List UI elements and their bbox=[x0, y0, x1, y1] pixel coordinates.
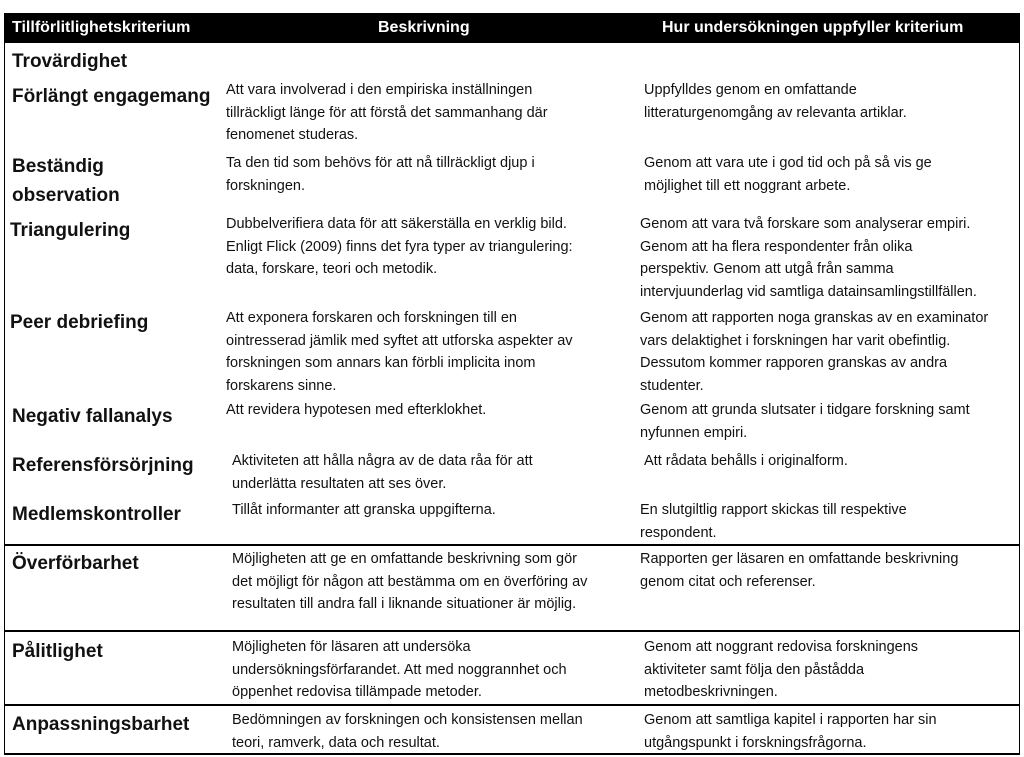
table-row-criterion: Beständig observation bbox=[12, 156, 120, 206]
table-row-description: Möjligheten att ge en omfattande beskrivning som gör det möjligt för någon att bestämma om en överföring av resultaten till andra fall i liknande situationer är möjlig. bbox=[232, 551, 588, 612]
table-row-description: Att vara involverad i den empiriska inställningen tillräckligt länge för att förstå det sammanhang där fenomenet studeras. bbox=[226, 82, 548, 143]
table-row-description: Ta den tid som behövs för att nå tillräckligt djup i forskningen. bbox=[226, 155, 535, 194]
table-row-criterion: Medlemskontroller bbox=[12, 504, 181, 525]
section-divider bbox=[4, 630, 1020, 632]
header-fulfillment: Hur undersökningen uppfyller kriterium bbox=[662, 19, 964, 36]
table-row-fulfillment: Genom att samtliga kapitel i rapporten har sin utgångspunkt i forskningsfrågorna. bbox=[644, 712, 937, 751]
section-divider bbox=[4, 704, 1020, 706]
table-row-fulfillment: Uppfylldes genom en omfattande litteraturgenomgång av relevanta artiklar. bbox=[644, 82, 907, 121]
header-description: Beskrivning bbox=[378, 19, 470, 36]
table-header bbox=[4, 13, 1020, 43]
table-row-fulfillment: Rapporten ger läsaren en omfattande beskrivning genom citat och referenser. bbox=[640, 551, 959, 590]
section-title: Trovärdighet bbox=[12, 51, 128, 72]
table-row-fulfillment: Genom att vara ute i god tid och på så vis ge möjlighet till ett noggrant arbete. bbox=[644, 155, 932, 194]
table-row-fulfillment: Genom att vara två forskare som analyserar empiri. Genom att ha flera respondenter från olika perspektiv. Genom att utgå från samma intervjuunderlag vid samtliga datainsamlingstillfällen. bbox=[640, 216, 977, 300]
table-row-fulfillment: Genom att rapporten noga granskas av en examinator vars delaktighet i forskningen har varit obefintlig. Dessutom kommer rapporen granskas av andra studenter. bbox=[640, 310, 989, 394]
table-row-criterion: Pålitlighet bbox=[12, 641, 103, 662]
table-row-criterion: Överförbarhet bbox=[12, 553, 139, 574]
table-row-criterion: Förlängt engagemang bbox=[12, 86, 211, 107]
table-row-description: Att revidera hypotesen med efterklokhet. bbox=[226, 402, 487, 418]
table-row-description: Bedömningen av forskningen och konsistensen mellan teori, ramverk, data och resultat. bbox=[232, 712, 583, 751]
left-border bbox=[4, 43, 5, 755]
table-row-description: Att exponera forskaren och forskningen till en ointresserad jämlik med syftet att utforska aspekter av forskningen som annars kan förbli implicita inom forskarens sinne. bbox=[226, 310, 573, 394]
table-bottom-border bbox=[4, 753, 1020, 755]
table-row-criterion: Referensförsörjning bbox=[12, 455, 194, 476]
table-row-criterion: Peer debriefing bbox=[10, 312, 149, 333]
table-row-description: Dubbelverifiera data för att säkerställa en verklig bild. Enligt Flick (2009) finns det fyra typer av triangulering: data, forskare, teori och metodik. bbox=[226, 216, 573, 277]
criteria-table bbox=[4, 13, 1020, 755]
table-row-description: Möjligheten för läsaren att undersöka undersökningsförfarandet. Att med noggrannhet och öppenhet redovisa tillämpade metoder. bbox=[232, 639, 567, 700]
table-row-criterion: Negativ fallanalys bbox=[12, 406, 173, 427]
table-row-fulfillment: Att rådata behålls i originalform. bbox=[644, 453, 848, 469]
table-row-fulfillment: Genom att noggrant redovisa forskningens aktiviteter samt följa den påstådda metodbeskrivningen. bbox=[644, 639, 919, 700]
table-row-criterion: Anpassningsbarhet bbox=[12, 714, 190, 735]
table-row-fulfillment: Genom att grunda slutsater i tidgare forskning samt nyfunnen empiri. bbox=[640, 402, 970, 441]
table-row-description: Aktiviteten att hålla några av de data råa för att underlätta resultaten att ses över. bbox=[232, 453, 533, 492]
table-row-criterion: Triangulering bbox=[10, 220, 131, 241]
header-criterion: Tillförlitlighetskriterium bbox=[12, 19, 191, 36]
section-divider bbox=[4, 544, 1020, 546]
table-row-fulfillment: En slutgiltlig rapport skickas till respektive respondent. bbox=[640, 502, 907, 541]
table-row-description: Tillåt informanter att granska uppgifterna. bbox=[232, 502, 496, 518]
